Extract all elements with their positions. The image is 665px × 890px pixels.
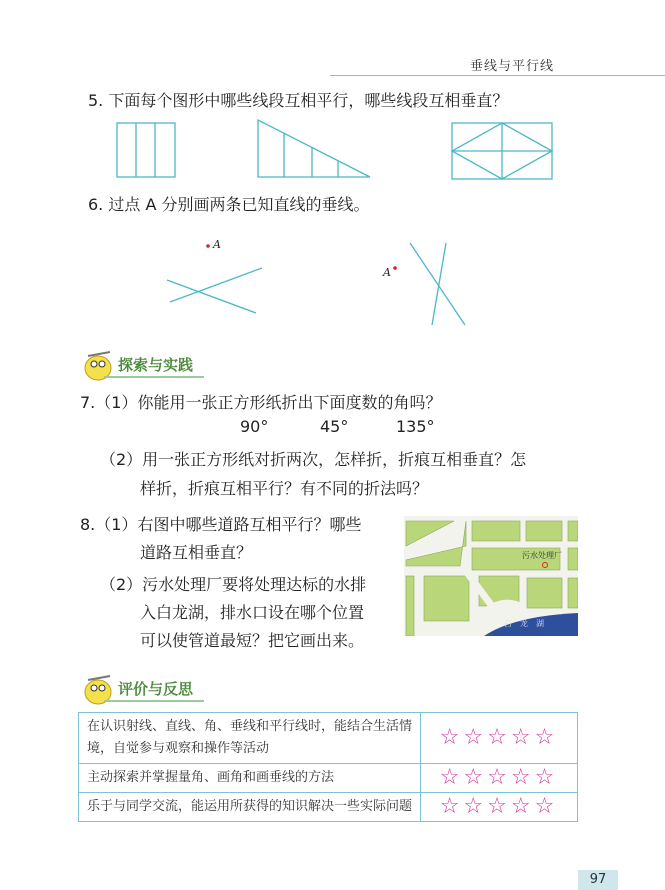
point-a-label-1: A — [213, 238, 221, 251]
question-6: 6. 过点 A 分别画两条已知直线的垂线。 — [88, 195, 370, 214]
section-underline — [104, 700, 204, 702]
table-row — [79, 793, 578, 822]
question-8-part-2-cont1: 入白龙湖，排水口设在哪个位置 — [140, 603, 365, 622]
map-label-lake: 白龙湖 — [504, 619, 552, 628]
star-rating[interactable]: ☆☆☆☆☆ — [421, 793, 578, 822]
map-label-factory: 污水处理厂 — [522, 551, 562, 560]
section-underline — [104, 376, 204, 378]
section-title-reflect: 评价与反思 — [118, 680, 194, 698]
angle-90: 90° — [240, 417, 269, 436]
question-7-part-2: （2）用一张正方形纸对折两次，怎样折，折痕互相垂直？怎 — [100, 450, 527, 469]
triangle-figure — [258, 120, 370, 177]
criterion-text: 乐于与同学交流，能运用所获得的知识解决一些实际问题 — [79, 793, 421, 822]
question-8-part-1-cont: 道路互相垂直？ — [140, 543, 253, 562]
question-8-part-2-cont2: 可以使管道最短？把它画出来。 — [140, 631, 365, 650]
question-8-part-1: 8.（1）右图中哪些道路互相平行？哪些 — [80, 515, 362, 534]
question-7-part-1: 7.（1）你能用一张正方形纸折出下面度数的角吗？ — [80, 393, 442, 412]
table-row — [79, 764, 578, 793]
criterion-text: 主动探索并掌握量角、画角和画垂线的方法 — [79, 764, 421, 793]
chapter-header: 垂线与平行线 — [470, 59, 555, 74]
road-map — [404, 516, 578, 636]
question-7-part-2-cont: 样折，折痕互相平行？有不同的折法吗？ — [140, 479, 429, 498]
section-title-explore: 探索与实践 — [118, 356, 194, 374]
question-5-figures — [0, 115, 665, 185]
star-rating[interactable]: ☆☆☆☆☆ — [421, 764, 578, 793]
rhombus-figure — [452, 123, 552, 179]
evaluation-table — [78, 712, 578, 822]
question-6-figures — [0, 225, 665, 335]
rectangle-figure — [117, 123, 175, 177]
star-rating[interactable]: ☆☆☆☆☆ — [421, 713, 578, 764]
angle-45: 45° — [320, 417, 349, 436]
page-number: 97 — [578, 870, 618, 890]
question-8-part-2: （2）污水处理厂要将处理达标的水排 — [100, 575, 367, 594]
question-5: 5. 下面每个图形中哪些线段互相平行，哪些线段互相垂直？ — [88, 91, 509, 110]
angle-135: 135° — [396, 417, 435, 436]
header-rule — [330, 75, 665, 76]
table-row — [79, 713, 578, 764]
criterion-text: 在认识射线、直线、角、垂线和平行线时，能结合生活情境，自觉参与观察和操作等活动 — [79, 713, 421, 764]
point-a-label-2: A — [383, 266, 391, 279]
